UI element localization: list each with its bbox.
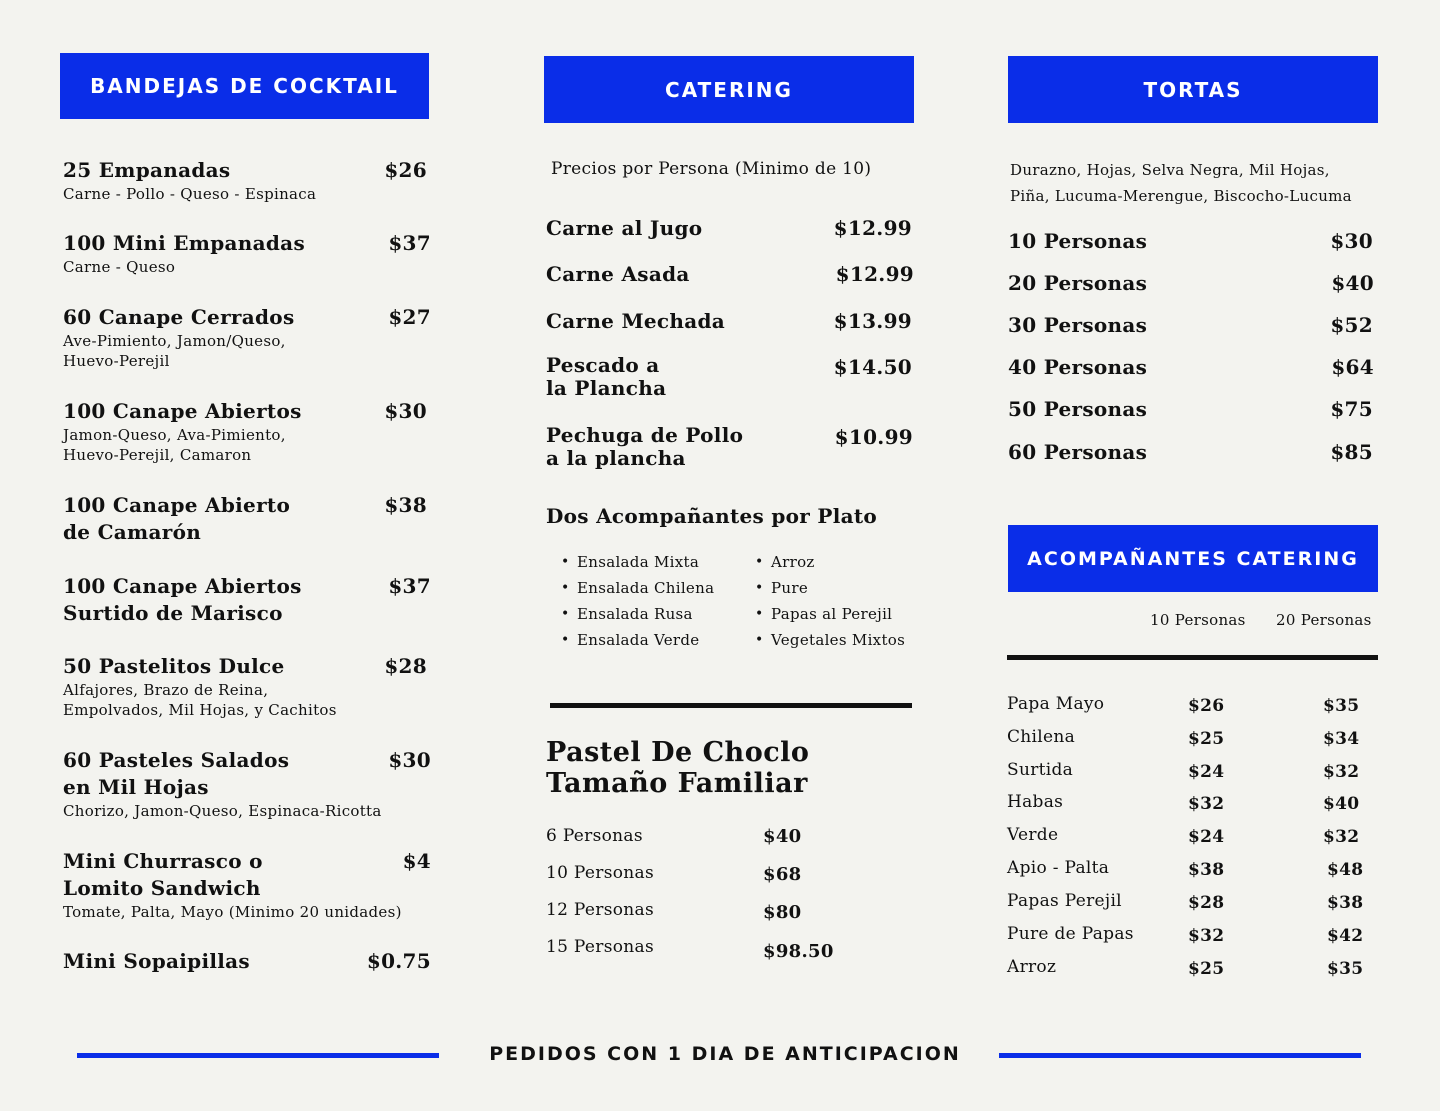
item-desc: Chorizo, Jamon-Queso, Espinaca-Ricotta	[63, 802, 382, 820]
row-price: $40	[763, 826, 802, 847]
item-name: 25 Empanadas	[63, 158, 231, 182]
pastel-row	[546, 900, 846, 923]
cocktail-item	[63, 948, 431, 975]
catering-item	[546, 308, 914, 335]
item-price: $14.50	[833, 355, 912, 379]
item-price: $30	[388, 748, 431, 772]
list-item: • Pure	[749, 575, 905, 601]
item-price: $30	[384, 399, 427, 423]
price-10: $26	[1188, 696, 1225, 716]
footer-line-left	[77, 1053, 439, 1058]
item-price: $28	[384, 654, 427, 678]
cocktail-item	[63, 848, 431, 922]
item-name: 100 Mini Empanadas	[63, 231, 306, 255]
catering-subtitle: Precios por Persona (Minimo de 10)	[551, 159, 872, 179]
row-label: 12 Personas	[546, 900, 654, 920]
row-price: $40	[1331, 271, 1374, 295]
row-price: $85	[1330, 440, 1373, 464]
cocktail-title: BANDEJAS DE COCKTAIL	[90, 74, 399, 98]
column-header-20: 20 Personas	[1276, 611, 1372, 629]
table-row	[1007, 858, 1377, 878]
cocktail-item	[63, 230, 431, 277]
item-name: 60 Pasteles Salados en Mil Hojas	[63, 748, 290, 799]
pastel-row	[546, 937, 846, 962]
item-desc: Carne - Queso	[63, 258, 176, 276]
row-label: Habas	[1007, 792, 1064, 812]
row-price: $75	[1330, 397, 1373, 421]
sides-list-left	[555, 549, 714, 653]
cocktail-banner	[60, 53, 429, 119]
row-label: 6 Personas	[546, 826, 643, 846]
row-price: $98.50	[763, 941, 834, 962]
row-label: Papa Mayo	[1007, 694, 1105, 714]
item-price: $12.99	[833, 216, 912, 240]
table-row	[1007, 924, 1377, 944]
table-row	[1007, 957, 1377, 977]
price-20: $40	[1323, 794, 1360, 814]
item-price: $37	[388, 574, 431, 598]
item-price: $38	[384, 493, 427, 517]
tortas-row	[1008, 270, 1374, 297]
list-item: • Ensalada Chilena	[555, 575, 714, 601]
item-name: Pescado a la Plancha	[546, 353, 667, 400]
tortas-banner	[1008, 56, 1378, 123]
item-desc: Alfajores, Brazo de Reina, Empolvados, Mil Hojas, y Cachitos	[63, 681, 337, 719]
table-row	[1007, 825, 1377, 845]
list-item: • Arroz	[749, 549, 905, 575]
price-10: $24	[1188, 827, 1225, 847]
price-10: $32	[1188, 794, 1225, 814]
row-price: $30	[1330, 229, 1373, 253]
row-label: Arroz	[1007, 957, 1057, 977]
catering-item	[546, 424, 914, 470]
cocktail-item	[63, 304, 431, 371]
tortas-flavors	[1010, 157, 1352, 209]
row-label: 50 Personas	[1008, 397, 1148, 421]
cocktail-item	[63, 747, 431, 821]
row-label: Pure de Papas	[1007, 924, 1134, 944]
table-row	[1007, 891, 1377, 911]
row-label: 10 Personas	[546, 863, 654, 883]
table-row	[1007, 727, 1377, 747]
price-10: $25	[1188, 959, 1225, 979]
price-10: $28	[1188, 893, 1225, 913]
acompanantes-banner	[1008, 525, 1378, 592]
row-label: Surtida	[1007, 760, 1074, 780]
divider	[550, 703, 912, 708]
price-20: $32	[1323, 827, 1360, 847]
catering-banner	[544, 56, 914, 123]
item-name: Carne al Jugo	[546, 216, 703, 240]
tortas-row	[1008, 439, 1374, 466]
cocktail-item	[63, 398, 431, 465]
price-20: $34	[1323, 729, 1360, 749]
item-price: $13.99	[833, 309, 912, 333]
list-item: • Ensalada Mixta	[555, 549, 714, 575]
item-price: $10.99	[834, 425, 913, 449]
price-10: $38	[1188, 860, 1225, 880]
row-label: 20 Personas	[1008, 271, 1148, 295]
item-name: 100 Canape Abierto de Camarón	[63, 493, 291, 544]
price-20: $35	[1327, 959, 1364, 979]
price-20: $48	[1327, 860, 1364, 880]
catering-item	[546, 215, 914, 242]
catering-item	[546, 354, 914, 400]
pastel-row	[546, 863, 846, 883]
cocktail-item	[63, 492, 431, 546]
row-label: 30 Personas	[1008, 313, 1148, 337]
item-desc: Tomate, Palta, Mayo (Minimo 20 unidades)	[63, 903, 402, 921]
table-row	[1007, 760, 1377, 780]
item-name: Mini Sopaipillas	[63, 949, 250, 973]
catering-title: CATERING	[665, 77, 793, 102]
list-item: • Vegetales Mixtos	[749, 627, 905, 653]
row-label: Papas Perejil	[1007, 891, 1122, 911]
cocktail-item	[63, 573, 431, 627]
price-10: $24	[1188, 762, 1225, 782]
row-label: Apio - Palta	[1007, 858, 1110, 878]
row-price: $80	[763, 902, 802, 923]
list-item: • Papas al Perejil	[749, 601, 905, 627]
row-price: $68	[763, 864, 802, 885]
item-price: $0.75	[366, 949, 431, 973]
row-price: $52	[1330, 313, 1373, 337]
item-price: $27	[388, 305, 431, 329]
item-desc: Carne - Pollo - Queso - Espinaca	[63, 185, 317, 203]
price-20: $42	[1327, 926, 1364, 946]
sides-list-right	[749, 549, 905, 653]
item-name: 100 Canape Abiertos	[63, 399, 302, 423]
tortas-row	[1008, 228, 1374, 255]
pastel-row	[546, 826, 846, 846]
sides-heading: Dos Acompañantes por Plato	[546, 504, 878, 528]
price-10: $25	[1188, 729, 1225, 749]
item-name: Pechuga de Pollo a la plancha	[546, 423, 744, 470]
item-price: $26	[384, 158, 427, 182]
list-item: • Ensalada Rusa	[555, 601, 714, 627]
divider	[1007, 655, 1378, 660]
row-label: Verde	[1007, 825, 1059, 845]
row-label: 60 Personas	[1008, 440, 1148, 464]
row-label: 15 Personas	[546, 937, 654, 957]
footer-text: PEDIDOS CON 1 DIA DE ANTICIPACION	[489, 1043, 961, 1065]
catering-item	[546, 261, 914, 288]
row-label: Chilena	[1007, 727, 1076, 747]
row-price: $64	[1331, 355, 1374, 379]
row-label: 40 Personas	[1008, 355, 1148, 379]
item-price: $37	[388, 231, 431, 255]
item-name: Carne Mechada	[546, 309, 726, 333]
list-item: • Ensalada Verde	[555, 627, 714, 653]
item-name: 60 Canape Cerrados	[63, 305, 295, 329]
price-20: $32	[1323, 762, 1360, 782]
flavors-line: Piña, Lucuma-Merengue, Biscocho-Lucuma	[1010, 187, 1352, 205]
cocktail-item	[63, 653, 431, 720]
tortas-row	[1008, 354, 1374, 381]
acompanantes-title: ACOMPAÑANTES CATERING	[1027, 547, 1359, 570]
price-10: $32	[1188, 926, 1225, 946]
flavors-line: Durazno, Hojas, Selva Negra, Mil Hojas,	[1010, 161, 1330, 179]
tortas-row	[1008, 396, 1374, 423]
item-name: 100 Canape Abiertos Surtido de Marisco	[63, 574, 302, 625]
table-row	[1007, 792, 1377, 812]
row-label: 10 Personas	[1008, 229, 1148, 253]
footer-line-right	[999, 1053, 1361, 1058]
item-desc: Jamon-Queso, Ava-Pimiento, Huevo-Perejil, Camaron	[63, 426, 286, 464]
item-price: $4	[402, 849, 431, 873]
price-20: $35	[1323, 696, 1360, 716]
tortas-row	[1008, 312, 1374, 339]
tortas-title: TORTAS	[1143, 77, 1243, 102]
item-name: Mini Churrasco o Lomito Sandwich	[63, 849, 263, 900]
item-price: $12.99	[835, 262, 914, 286]
price-20: $38	[1327, 893, 1364, 913]
item-name: Carne Asada	[546, 262, 690, 286]
pastel-title: Pastel De Choclo Tamaño Familiar	[546, 737, 810, 799]
table-row	[1007, 694, 1377, 714]
item-desc: Ave-Pimiento, Jamon/Queso, Huevo-Perejil	[63, 332, 286, 370]
item-name: 50 Pastelitos Dulce	[63, 654, 285, 678]
column-header-10: 10 Personas	[1150, 611, 1246, 629]
cocktail-item	[63, 157, 431, 204]
